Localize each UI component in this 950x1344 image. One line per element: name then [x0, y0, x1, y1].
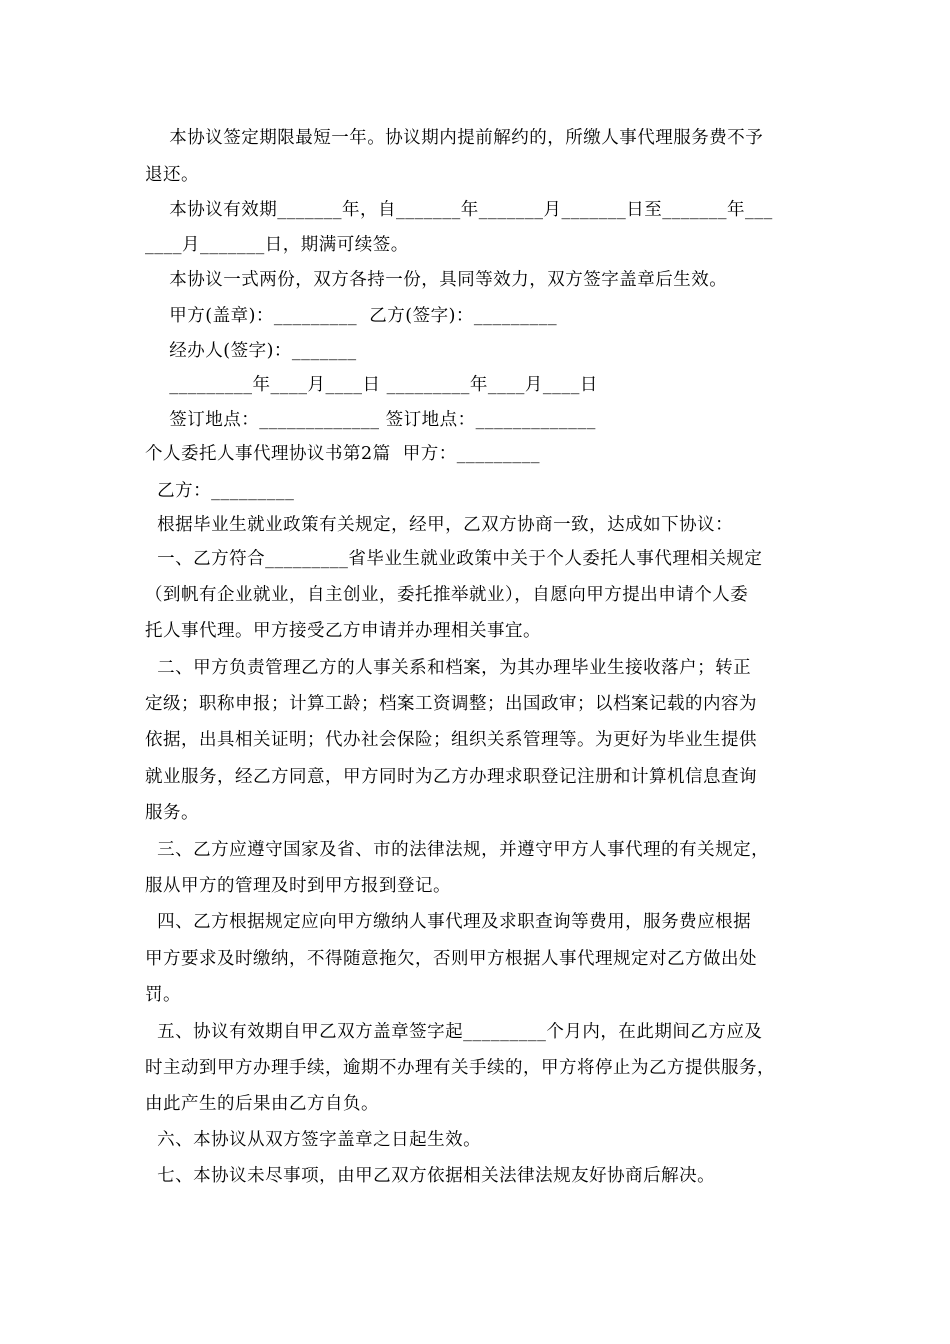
text-line: 时主动到甲方办理手续，逾期不办理有关手续的，甲方将停止为乙方提供服务，	[145, 1058, 775, 1078]
location-line: 签订地点：_____________ 签订地点：_____________	[145, 410, 596, 430]
text-line: 托人事代理。甲方接受乙方申请并办理相关事宜。	[145, 621, 541, 641]
text-line: 就业服务，经乙方同意，甲方同时为乙方办理求职登记注册和计算机信息查询	[145, 767, 757, 787]
text-line: 三、乙方应遵守国家及省、市的法律法规，并遵守甲方人事代理的有关规定，	[145, 840, 770, 860]
text-line: 五、协议有效期自甲乙双方盖章签字起_________个月内，在此期间乙方应及	[145, 1022, 763, 1042]
text-line: 四、乙方根据规定应向甲方缴纳人事代理及求职查询等费用，服务费应根据	[145, 912, 752, 932]
text-line: 六、本协议从双方签字盖章之日起生效。	[145, 1130, 482, 1150]
text-line: 退还。	[145, 165, 199, 185]
text-line: 一、乙方符合_________省毕业生就业政策中关于个人委托人事代理相关规定	[145, 549, 763, 569]
text-line: 本协议有效期_______年，自_______年_______月_______日至_______年___	[145, 200, 773, 220]
text-line: 服从甲方的管理及时到甲方报到登记。	[145, 876, 451, 896]
text-line: 甲方要求及时缴纳，不得随意拖欠，否则甲方根据人事代理规定对乙方做出处	[145, 949, 757, 969]
section-heading: 个人委托人事代理协议书第2篇 甲方：_________	[145, 444, 541, 464]
text-line: 本协议签定期限最短一年。协议期内提前解约的，所缴人事代理服务费不予	[145, 128, 764, 148]
text-line: ____月_______日，期满可续签。	[145, 235, 409, 255]
text-line: 由此产生的后果由乙方自负。	[145, 1094, 379, 1114]
text-line: （到帆有企业就业，自主创业，委托推举就业），自愿向甲方提出申请个人委	[145, 585, 749, 605]
date-line: _________年____月____日 _________年____月____日	[145, 375, 598, 395]
text-line: 本协议一式两份，双方各持一份，具同等效力，双方签字盖章后生效。	[145, 270, 728, 290]
text-line: 根据毕业生就业政策有关规定，经甲，乙双方协商一致，达成如下协议：	[145, 515, 734, 535]
text-line: 乙方：_________	[145, 481, 295, 501]
text-line: 服务。	[145, 803, 199, 823]
text-line: 二、甲方负责管理乙方的人事关系和档案，为其办理毕业生接收落户；转正	[145, 658, 752, 678]
text-line: 罚。	[145, 985, 181, 1005]
text-line: 七、本协议未尽事项，由甲乙双方依据相关法律法规友好协商后解决。	[145, 1166, 716, 1186]
text-line: 依据，出具相关证明；代办社会保险；组织关系管理等。为更好为毕业生提供	[145, 730, 757, 750]
text-line: 定级；职称申报；计算工龄；档案工资调整；出国政审；以档案记载的内容为	[145, 694, 757, 714]
signature-line: 甲方(盖章)：_________ 乙方(签字)：_________	[145, 306, 558, 326]
signature-line: 经办人(签字)：_______	[145, 341, 357, 361]
